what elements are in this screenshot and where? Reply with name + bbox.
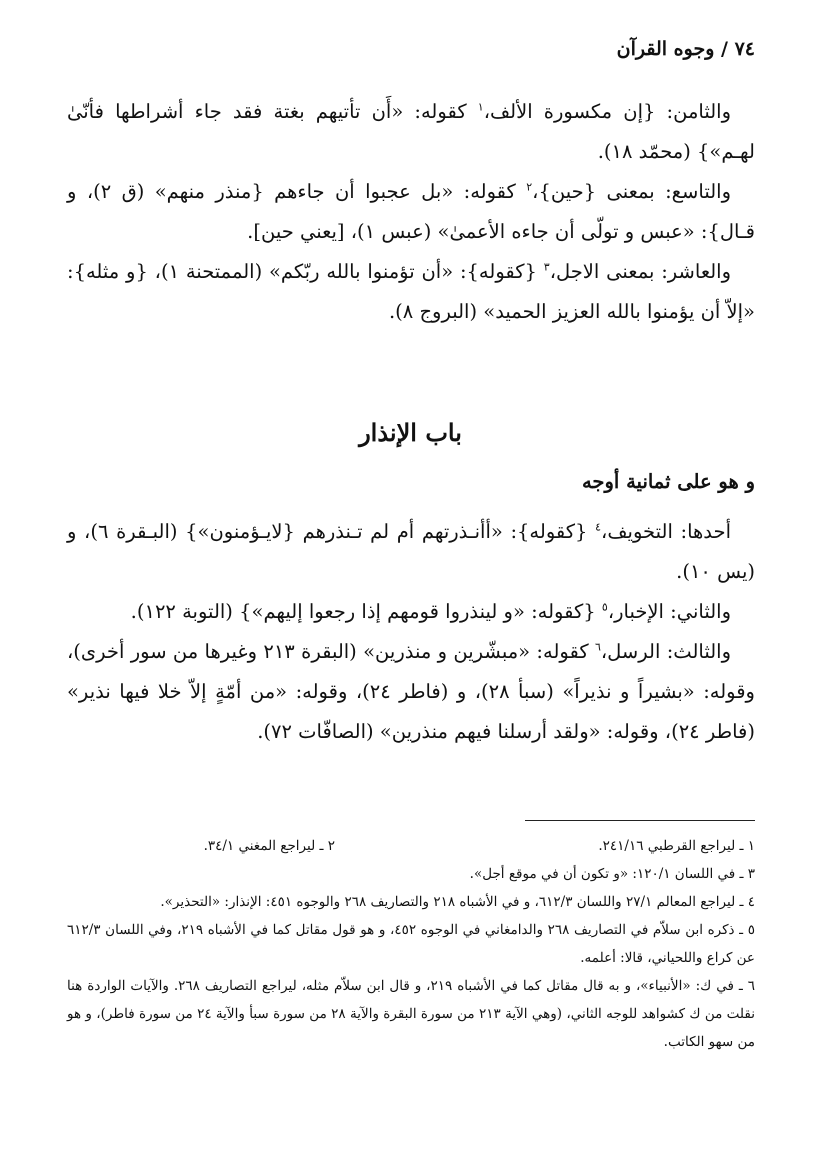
header-separator: / — [721, 38, 728, 60]
section-subtitle: و هو على ثمانية أوجه — [581, 470, 755, 493]
footnote-5: ٥ ـ ذكره ابن سلاّم في التصاريف ٢٦٨ والدامغاني في الوجوه ٤٥٢، و هو قول مقاتل كما في الأشباه ٢١٩، وفي اللسان ٦١٢/٣ عن كراع واللحياني، قالا: أعلمه. — [67, 922, 755, 966]
paragraph-second: والثاني: الإخبار،$^٥$ {كقوله: «و لينذروا قومهم إذا رجعوا إليهم»} (التوبة ١٢٢). — [130, 600, 731, 623]
footnotes — [67, 832, 755, 1056]
footnote-ref-2: ٢ — [526, 180, 533, 194]
footnote-divider — [525, 820, 755, 821]
paragraph-eighth: والثامن: {إن مكسورة الألف،$^١$ كقوله: «أَن تأتيهم بغتة فقد جاء أشراطها فأنّىٰ لهـم»} (محمّد ١٨). — [67, 100, 755, 163]
paragraph-tenth: والعاشر: بمعنى الاجل،$^٣$ {كقوله}: «أن تؤمنوا بالله ربّكم» (الممتحنة ١)، {و مثله}: «إلاّ أن يؤمنوا بالله العزيز الحميد» (البروج ٨). — [67, 260, 755, 323]
footnote-ref-3: ٣ — [543, 260, 550, 274]
footnote-ref-6: ٦ — [594, 640, 601, 654]
footnote-1: ١ ـ ليراجع القرطبي ٢٤١/١٦. — [598, 838, 755, 854]
paragraph-first: أحدها: التخويف،$^٤$ {كقوله}: «أأنـذرتهم أم لم تـنذرهم {لايـؤمنون»} (البـقرة ٦)، و (يس ١٠). — [67, 520, 755, 583]
running-header — [617, 38, 755, 60]
footnote-4: ٤ ـ ليراجع المعالم ٢٧/١ واللسان ٦١٢/٣، و في الأشباه ٢١٨ والتصاريف ٢٦٨ والوجوه ٤٥١: الإنذار: «التحذير». — [160, 894, 755, 910]
footnote-ref-4: ٤ — [595, 520, 602, 534]
page-number: ٧٤ — [734, 38, 755, 60]
paragraph-ninth: والتاسع: بمعنى {حين}،$^٢$ كقوله: «بل عجبوا أن جاءهم {منذر منهم» (ق ٢)، و قـال}: «عبس و تولّى أن جاءه الأعمىٰ» (عبس ١)، [يعني حين]. — [67, 180, 755, 243]
main-text-bottom — [67, 512, 755, 752]
footnote-ref-5: ٥ — [601, 600, 608, 614]
footnote-3: ٣ ـ في اللسان ١٢٠/١: «و تكون أن في موقع أجل». — [469, 866, 755, 882]
paragraph-third: والثالث: الرسل،$^٦$ كقوله: «مبشّرين و منذرين» (البقرة ٢١٣ وغيرها من سور أخرى)، وقوله: «بشيراً و نذيراً» (سبأ ٢٨)، و (فاطر ٢٤)، وقوله: «من أمّةٍ إلاّ خلا فيها نذير» (فاطر ٢٤)، وقوله: «ولقد أرسلنا فيهم منذرين» (الصافّات ٧٢). — [67, 640, 755, 743]
footnote-row-1-2 — [67, 832, 755, 860]
book-title: وجوه القرآن — [616, 38, 715, 60]
section-title: باب الإنذار — [359, 418, 462, 447]
footnote-6: ٦ ـ في ك: «الأنبياء»، و به قال مقاتل كما في الأشباه ٢١٩، و قال ابن سلاّم مثله، ليراجع التصاريف ٢٦٨. والآيات الواردة هنا نقلت من ك كشواهد للوجه الثاني، (وهي الآية ٢١٣ من سورة البقرة والآية ٢٨ من سورة سبأ والآية ٢٤ من سورة فاطر)، و هو من سهو الكاتب. — [67, 978, 756, 1050]
footnote-2: ٢ ـ ليراجع المغني ٣٤/١. — [203, 838, 335, 854]
footnote-ref-1: ١ — [477, 100, 484, 114]
main-text-top — [67, 92, 755, 332]
